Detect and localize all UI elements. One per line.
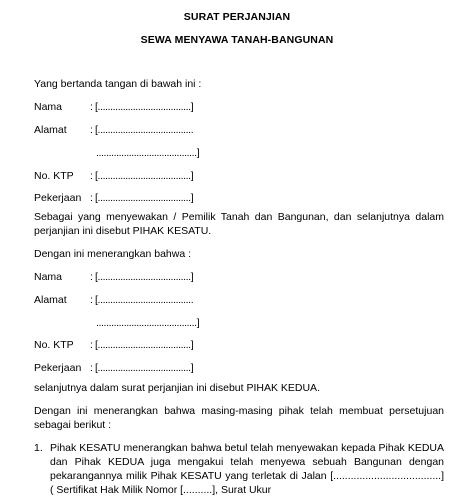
intro-text: Yang bertanda tangan di bawah ini :: [34, 78, 202, 90]
document-title: SURAT PERJANJIAN: [183, 11, 291, 23]
document-subtitle: SEWA MENYAWA TANAH-BANGUNAN: [140, 34, 334, 46]
pihak1-pekerjaan-label: Pekerjaan: [34, 192, 82, 204]
pihak2-ktp-field: : [.....................................]: [90, 339, 194, 351]
pihak2-ktp-label: No. KTP: [34, 339, 74, 351]
persetujuan-text: Dengan ini menerangkan bahwa masing-masing pihak telah membuat persetujuan sebagai berikut :: [34, 405, 444, 431]
pihak1-nama-label: Nama: [34, 101, 63, 113]
pihak2-nama-label: Nama: [34, 271, 63, 283]
pihak2-pekerjaan-field: : [.....................................]: [90, 362, 194, 374]
menerangkan-text: Dengan ini menerangkan bahwa :: [34, 248, 192, 260]
pihak1-alamat-field-line1: : [......................................: [90, 124, 194, 136]
pihak2-alamat-field-line2: ........................................]: [96, 317, 200, 329]
list-item-number: 1.: [34, 442, 43, 454]
pihak1-alamat-label: Alamat: [34, 124, 67, 136]
list-item-text: Pihak KESATU menerangkan bahwa betul telah menyewakan kepada Pihak KEDUA dan Pihak KEDUA juga mengakui telah menyewa sebuah Bangunan dengan pekarangannya milik Pihak KESATU yang terletak di Jalan [.....................................] ( Sertifikat Hak Milik Nomor [..........], Surat Ukur: [50, 442, 444, 496]
pihak2-pekerjaan-label: Pekerjaan: [34, 362, 82, 374]
pihak1-description: Sebagai yang menyewakan / Pemilik Tanah dan Bangunan, dan selanjutnya dalam perjanjian ini disebut PIHAK KESATU.: [34, 211, 444, 237]
pihak1-ktp-field: : [.....................................]: [90, 170, 194, 182]
pihak1-alamat-field-line2: ........................................]: [96, 147, 200, 159]
pihak1-pekerjaan-field: : [.....................................]: [90, 192, 194, 204]
pihak2-nama-field: : [.....................................]: [90, 271, 194, 283]
pihak1-ktp-label: No. KTP: [34, 170, 74, 182]
pihak2-alamat-label: Alamat: [34, 294, 67, 306]
pihak1-nama-field: : [.....................................]: [90, 101, 194, 113]
pihak2-description: selanjutnya dalam surat perjanjian ini disebut PIHAK KEDUA.: [34, 382, 320, 394]
pihak2-alamat-field-line1: : [......................................: [90, 294, 194, 306]
